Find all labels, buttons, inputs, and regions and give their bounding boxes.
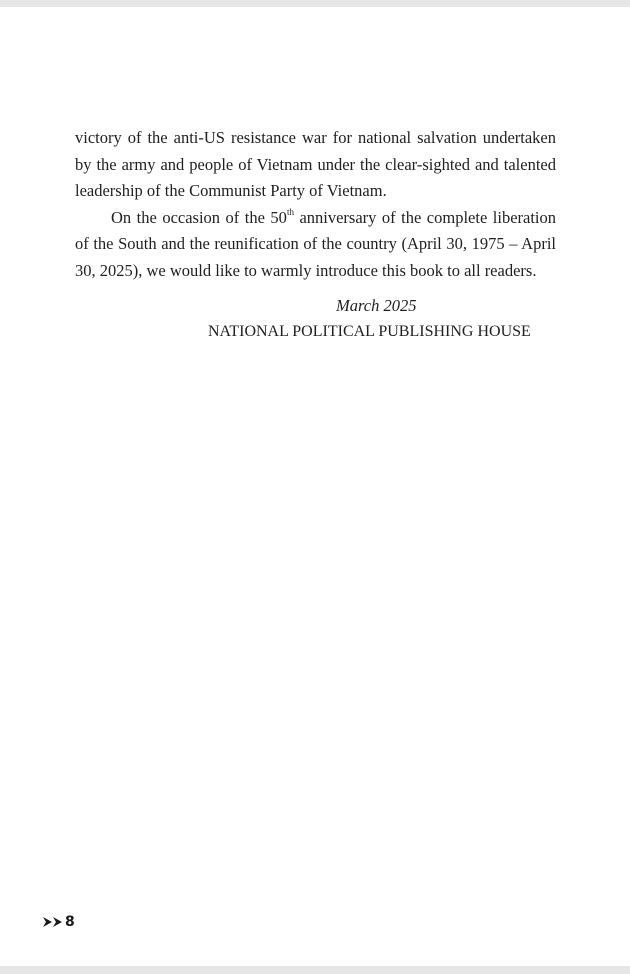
paragraph-anniversary-rest: anniversary of the complete liberation of the South and the reunification of the country (April 30, 1975 – April 30, 2025), we would like to warmly introduce this book to all readers.: [75, 207, 556, 280]
paragraph-continuation: victory of the anti-US resistance war for national salvation undertaken by the army and people of Vietnam under the clear-sighted and talented leadership of the Communist Party of Vietnam.: [75, 128, 556, 200]
page-number: 8: [65, 914, 75, 930]
signature-date: March 2025: [336, 296, 417, 315]
ordinal-superscript: th: [286, 207, 294, 217]
signature-publisher: NATIONAL POLITICAL PUBLISHING HOUSE: [208, 323, 531, 340]
body-text: [75, 125, 556, 284]
book-page: [0, 7, 630, 966]
paragraph-anniversary-start: On the occasion of the 50: [111, 207, 287, 227]
paragraph-anniversary: [75, 205, 556, 285]
page-number-marker: [42, 912, 75, 932]
double-chevron-right-icon: [42, 916, 64, 928]
